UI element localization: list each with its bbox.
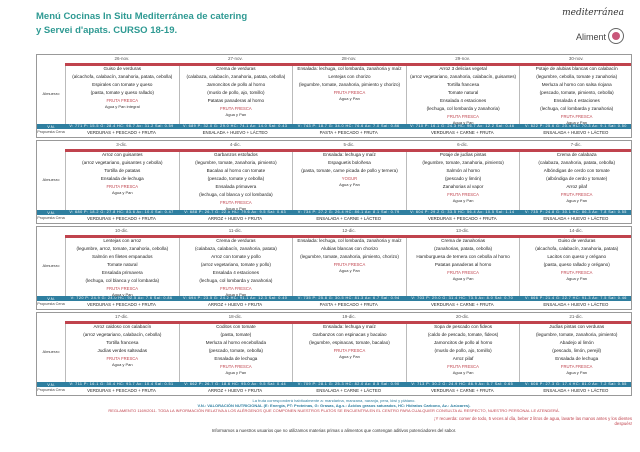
bread-water-label: Agua y Pan bbox=[225, 112, 247, 117]
day-menu bbox=[65, 238, 179, 296]
dessert-label: FRUTA FRESCA bbox=[447, 270, 479, 275]
nutrition-legend: V.N.: VALORACIÓN NUTRICIONAL (E: Energía, PT: Proteínas, G: Grasas, Ag.s.: Ácidos grasos saturados, HC: Hidratos Carbono, Az.: Azúcares). bbox=[197, 403, 471, 409]
dessert-label: FRUTA FRESCA bbox=[106, 356, 139, 361]
dish-line: Jamoncitos de pollo al horno bbox=[433, 340, 493, 345]
dessert-label: FRUTA FRESCA bbox=[106, 184, 139, 189]
dish-line: Abadejo al limón bbox=[559, 340, 594, 345]
reminder-note: ¡Y recuerda: comer de todo, 5 veces al día, beber 2 litros de agua, lavarte las manos antes y los dientes después! bbox=[434, 416, 632, 427]
week-block bbox=[36, 312, 632, 396]
nutrition-values: V: 666 P: 21.4 G: 22.7 HC: 91.3 Ac: 7.5 Sal: 0.46 bbox=[525, 296, 627, 300]
dish-line: Albóndigas de cerdo con tomate bbox=[543, 168, 610, 173]
day-menu bbox=[65, 152, 179, 210]
day-menu bbox=[519, 152, 633, 210]
fruit-note: La fruta corresponderá habitualmente a: mandarina, manzana, naranja, pera, kiwi y plátano. bbox=[252, 398, 416, 403]
bread-water-label: Agua y Pan bbox=[111, 362, 133, 367]
dish-line: Potaje de alubias blancas con calabacín bbox=[535, 66, 618, 71]
nutrition-values: V: 709 P: 28.1 G: 25.3 HC: 82.0 Ac: 8.5 Sal: 0.90 bbox=[297, 382, 400, 386]
dish-line: Salmón en filetes empanados bbox=[92, 254, 153, 259]
dinner-suggestion: ENSALADA + HUEVO + LÁCTEO bbox=[543, 388, 609, 393]
propuesta-cena-label: Propuesta Cena bbox=[37, 130, 65, 134]
dish-line: Crema de calabaza bbox=[556, 152, 597, 157]
nutrition-values: V: 735 P: 25.8 G: 30.5 HC: 81.3 Ac: 6.7 Sal: 0.94 bbox=[297, 296, 400, 300]
nutrition-values: V: 771 P: 15.5 G: 28.4 HC: 98.7 Ac: 31.2 Sal: 0.59 bbox=[69, 124, 174, 128]
dish-line: (pescado, tomate, pimiento, cebolla) bbox=[539, 90, 614, 95]
day-date: 13-dic. bbox=[455, 228, 470, 233]
dish-line: Ensalada de lechuga bbox=[555, 356, 599, 361]
dessert-label: FRUTA FRESCA bbox=[447, 114, 479, 119]
day-menu bbox=[179, 324, 293, 382]
nutrition-values: V: 720 P: 24.9 G: 24.0 HC: 92.5 Ac: 7.6 Sal: 0.86 bbox=[70, 296, 173, 300]
dish-line: (legumbre, arroz, tomate, zanahoria, cebolla) bbox=[76, 246, 169, 251]
dish-line: Tortilla francesa bbox=[106, 340, 139, 345]
dessert-label: FRUTA FRESCA bbox=[220, 286, 252, 291]
dessert-label: FRUTA FRESCA bbox=[560, 114, 593, 119]
dinner-row bbox=[65, 216, 631, 222]
dish-line: Crema de verduras bbox=[216, 238, 256, 243]
dessert-label: FRUTA FRESCA bbox=[447, 364, 479, 369]
dish-line: Garbanzos estofados bbox=[214, 152, 258, 157]
dinner-suggestion: ENSALADA + HUEVO + LÁCTEO bbox=[543, 302, 609, 307]
dish-line: (arroz vegetariano, zanahoria, calabacín, guisantes) bbox=[410, 74, 517, 79]
day-date: 21-dic. bbox=[569, 314, 583, 319]
day-menu bbox=[406, 152, 520, 210]
day-date: 6-dic. bbox=[457, 142, 469, 147]
day-date: 10-dic. bbox=[115, 228, 129, 233]
day-date: 29-nov. bbox=[455, 56, 470, 61]
dish-line: Alubias blancas con chorizo bbox=[321, 246, 378, 251]
dish-line: Arroz pilaf bbox=[566, 184, 588, 189]
bread-water-label: Agua y Pan bbox=[111, 190, 133, 195]
brand-word: Aliment bbox=[575, 32, 606, 42]
dish-line: Patatas panaderas al horno bbox=[434, 262, 492, 267]
dinner-suggestion: PASTA + PESCADO + FRUTA bbox=[319, 130, 378, 135]
dinner-suggestion: VERDURAS + PESCADO + FRUTA bbox=[427, 216, 497, 221]
dish-line: Hamburguesa de ternera con cebolla al horno bbox=[416, 254, 510, 259]
dinner-suggestion: VERDURAS + CARNE + FRUTA bbox=[430, 388, 494, 393]
day-menu bbox=[292, 324, 406, 382]
allergen-regulation: REGLAMENTO 1169/2011. TODA LA INFORMACIÓN RELATIVA A LOS ALÉRGENOS QUE COMPONEN NUESTROS PLATOS SE ENCUENTRA EN EL CENTRO PARA CUALQUIER CONSULTA AL RESPECTO, NUESTRO PERSONAL LE ATENDERÁ. bbox=[108, 408, 560, 414]
dish-line: Ensalada de lechuga bbox=[214, 356, 258, 361]
dish-line: (legumbre, tomate, zanahoria, pimiento) bbox=[535, 332, 618, 337]
day-date: 19-dic. bbox=[342, 314, 356, 319]
dish-line: (lechuga, col blanca y col lombarda) bbox=[85, 278, 160, 283]
nutrition-values: V: 703 P: 29.0 G: 31.4 HC: 73.5 Ac: 8.0 Sal: 0.70 bbox=[411, 296, 514, 300]
day-menu bbox=[292, 66, 406, 124]
bread-water-label: Agua y Pan bbox=[339, 96, 360, 101]
dinner-row bbox=[65, 302, 631, 308]
day-date: 26-nov. bbox=[114, 56, 130, 61]
nutrition-values: V: 711 P: 16.1 G: 30.4 HC: 93.7 Ac: 10.4 Sal: 0.51 bbox=[69, 382, 174, 386]
day-date: 12-dic. bbox=[342, 228, 356, 233]
bread-water-label: Agua y Pan bbox=[566, 276, 588, 281]
almuerzo-label: Almuerzo bbox=[42, 349, 60, 354]
day-menu bbox=[519, 324, 633, 382]
nutrition-values: V: 680 P: 18.2 G: 27.8 HC: 83.6 Ac: 10.0 Sal: 0.47 bbox=[69, 210, 174, 214]
day-menu bbox=[179, 238, 293, 296]
dish-line: (lechuga, col blanca y col lombarda) bbox=[199, 192, 273, 197]
dish-line: Ensalada: lechuga y maíz bbox=[323, 152, 376, 157]
dish-line: Ensalada primavera bbox=[215, 184, 257, 189]
day-menu bbox=[179, 152, 293, 210]
dinner-suggestion: VERDURAS + PESCADO + FRUTA bbox=[87, 388, 156, 393]
menu-title bbox=[36, 10, 247, 38]
dinner-suggestion: ENSALADA + CARNE + LÁCTEO bbox=[316, 388, 382, 393]
dish-line: (legumbre, tomate, zanahoria, pimiento) bbox=[195, 160, 277, 165]
bread-water-label: Agua y Pan bbox=[452, 120, 474, 125]
almuerzo-label: Almuerzo bbox=[42, 177, 60, 182]
day-date: 5-dic. bbox=[343, 142, 355, 147]
nutrition-row bbox=[65, 382, 631, 387]
dessert-label: FRUTA FRESCA bbox=[106, 286, 139, 291]
day-date: 27-nov. bbox=[228, 56, 243, 61]
nutrition-row bbox=[65, 210, 631, 215]
dish-line: Crema de zanahorias bbox=[441, 238, 486, 243]
day-menu bbox=[406, 324, 520, 382]
dinner-row bbox=[65, 130, 631, 136]
dish-line: (arroz vegetariano, guisantes y cebolla) bbox=[82, 160, 163, 165]
dish-line: Sopa de pescado con fideos bbox=[434, 324, 493, 329]
dinner-suggestion: VERDURAS + CARNE + FRUTA bbox=[430, 302, 494, 307]
dish-line: (legumbre, cebolla, tomate y zanahoria) bbox=[536, 74, 618, 79]
dish-line: Ensalada: lechuga, col lombarda, zanahoria y maíz bbox=[297, 238, 402, 243]
dish-line: (legumbre, tomate, zanahoria, pimiento) bbox=[422, 160, 504, 165]
dish-line: Guiso de verduras bbox=[557, 238, 596, 243]
dinner-suggestion: VERDURAS + PESCADO + FRUTA bbox=[87, 216, 156, 221]
dessert-label: FRUTA FRESCA bbox=[106, 98, 139, 103]
dish-line: Patatas panaderas al horno bbox=[207, 98, 265, 103]
dish-line: (calabaza, calabacín, zanahoria, patata) bbox=[195, 246, 277, 251]
dinner-suggestion: VERDURAS + CARNE + FRUTA bbox=[430, 130, 494, 135]
dish-line: (pescado, tomate y cebolla) bbox=[207, 176, 265, 181]
dish-line: (pescado, tomate, cebolla) bbox=[208, 348, 263, 353]
dish-line: (lechuga, col lombarda y zanahoria) bbox=[540, 106, 614, 111]
dish-line: Ensalada primavera bbox=[101, 270, 143, 275]
bread-water-label: Agua y Pan bbox=[452, 198, 474, 203]
dinner-suggestion: VERDURAS + PESCADO + FRUTA bbox=[87, 302, 156, 307]
dessert-label: YOGUR bbox=[341, 176, 358, 181]
dinner-suggestion: ARROZ + HUEVO + FRUTA bbox=[208, 216, 263, 221]
dish-line: (pasta, queso rallado y orégano) bbox=[543, 262, 610, 267]
dish-line: (alcachofa, calabacín, zanahoria, patata, cebolla) bbox=[72, 74, 173, 79]
dessert-label: FRUTA FRESCA bbox=[560, 270, 593, 275]
day-date: 28-nov. bbox=[341, 56, 357, 61]
title-line-2: y Servei d'apats. CURSO 18-19. bbox=[36, 25, 178, 36]
dish-line: (legumbre, tomate, zanahoria, pimiento y chorizo) bbox=[298, 82, 401, 87]
day-menu bbox=[179, 66, 293, 124]
dish-line: (lechuga, col lombarda y zanahoria) bbox=[426, 106, 500, 111]
dish-line: Arroz pilaf bbox=[452, 356, 474, 361]
nutrition-values: V: 713 P: 30.2 G: 24.9 HC: 86.9 Ac: 5.7 Sal: 0.65 bbox=[411, 382, 514, 386]
additives-info: Informamos a nuestros usuarios que no utilizamos materias primas o alimentos que contengan aditivos potenciadores del sabor. bbox=[211, 427, 457, 433]
dish-line: Judías verdes salteadas bbox=[97, 348, 148, 353]
dish-line: Garbanzos con espinacas y bacalao bbox=[312, 332, 387, 337]
bread-water-label: Agua y Pan bbox=[566, 370, 588, 375]
nutrition-values: V: 735 P: 24.8 G: 30.1 HC: 86.3 Ac: 7.8 Sal: 0.55 bbox=[525, 210, 627, 214]
dish-line: Espaguetis boloñesa bbox=[328, 160, 371, 165]
bread-water-label: Agua y Pan bbox=[339, 354, 360, 359]
almuerzo-label: Almuerzo bbox=[42, 263, 60, 268]
dessert-label: FRUTA FRESCA bbox=[447, 192, 479, 197]
dessert-label: FRUTA FRESCA bbox=[333, 348, 366, 353]
dish-line: (caldo de pescado, tomate, fideos) bbox=[427, 332, 499, 337]
dish-line: (lechuga, col lombarda y zanahoria) bbox=[199, 278, 273, 283]
title-line-1: Menú Cocinas In Situ Mediterránea de catering bbox=[36, 11, 248, 22]
dish-line: (arroz vegetariano, calabacín, cebolla) bbox=[83, 332, 162, 337]
dish-line: Ensalada 4 estaciones bbox=[212, 270, 259, 275]
dish-line: (calabaza, calabacín, zanahoria, patata, cebolla) bbox=[186, 74, 286, 79]
dish-line: Salmón al horno bbox=[446, 168, 480, 173]
nutrition-values: V: 689 P: 32.0 G: 29.0 HC: 74.1 Ac: 14.0 Sal: 0.43 bbox=[182, 124, 288, 128]
nutrition-values: V: 743 P: 18.7 G: 34.0 HC: 76.6 Ac: 7.0 Sal: 0.86 bbox=[297, 124, 400, 128]
bread-water-label: Agua y Pan bbox=[339, 182, 360, 187]
dish-line: (pescado y limón) bbox=[444, 176, 482, 181]
dish-line: Tortilla de patatas bbox=[104, 168, 141, 173]
dish-line: Ensalada: lechuga y maíz bbox=[323, 324, 376, 329]
dish-line: (pasta, tomate) bbox=[220, 332, 252, 337]
brand-logo bbox=[514, 8, 624, 48]
dessert-label: FRUTA FRESCA bbox=[333, 262, 366, 267]
nutrition-values: V: 694 P: 23.5 G: 24.2 HC: 91.1 Ac: 12.3 Sal: 0.40 bbox=[182, 296, 288, 300]
dish-line: (legumbre, tomate, zanahoria, pimiento, chorizo) bbox=[300, 254, 399, 259]
bread-water-label: Agua y Pan integral bbox=[104, 104, 140, 109]
nutrition-values: V: 688 P: 26.7 G: 22.0 HC: 79.6 Ac: 9.5 Sal: 0.63 bbox=[184, 210, 286, 214]
dish-line: Jamoncitos de pollo al horno bbox=[206, 82, 266, 87]
nutrition-values: V: 710 P: 16.1 G: 24.3 HC: 96.7 Ac: 12.2 Sal: 0.46 bbox=[410, 124, 515, 128]
day-menu bbox=[519, 66, 633, 124]
dish-line: Merluza al horno con salsa riojana bbox=[541, 82, 612, 87]
dish-line: Merluza al horno encebollada bbox=[205, 340, 267, 345]
bread-water-label: Agua y Pan bbox=[225, 292, 247, 297]
day-date: 3-dic. bbox=[116, 142, 128, 147]
dinner-suggestion: ENSALADA + HUEVO + LÁCTEO bbox=[202, 130, 268, 135]
day-date: 17-dic. bbox=[115, 314, 129, 319]
nutrition-values: V: 622 P: 25.6 G: 20.4 HC: 70.3 Ac: 9.1 Sal: 0.50 bbox=[525, 124, 627, 128]
vn-label: V.N. bbox=[37, 210, 65, 215]
dinner-row bbox=[65, 388, 631, 394]
dish-line: Ensalada de lechuga bbox=[100, 176, 144, 181]
dish-line: Arroz 3 delicias vegetal bbox=[439, 66, 487, 71]
bread-water-label: Agua y Pan bbox=[566, 198, 588, 203]
nutrition-values: V: 604 P: 29.2 G: 33.5 HC: 56.4 Ac: 10.5 Sal: 1.14 bbox=[410, 210, 515, 214]
day-date: 18-dic. bbox=[228, 314, 243, 319]
day-menu bbox=[292, 238, 406, 296]
dish-line: Espirales con tomate y queso bbox=[92, 82, 153, 87]
nutrition-values: V: 734 P: 27.2 G: 26.4 HC: 86.1 Ac: 8.1 Sal: 0.79 bbox=[297, 210, 400, 214]
bread-water-label: Agua y Pan bbox=[452, 370, 474, 375]
dish-line: Ensalada: lechuga, col lombarda, zanahoria y maíz bbox=[297, 66, 402, 71]
dish-line: Lacitos con queso y orégano bbox=[547, 254, 607, 259]
day-date: 20-dic. bbox=[455, 314, 470, 319]
dish-line: Bacalao al horno con tomate bbox=[206, 168, 266, 173]
dessert-label: FRUTA FRESCA bbox=[220, 364, 252, 369]
dish-line: Lentejas con arroz bbox=[103, 238, 142, 243]
bread-water-label: Agua y Pan bbox=[566, 120, 588, 125]
day-date: 14-dic. bbox=[569, 228, 583, 233]
week-block bbox=[36, 226, 632, 310]
dish-line: (muslo de pollo, ajo, tomillo) bbox=[207, 90, 265, 95]
dish-line: (calabaza, zanahoria, patata, cebolla) bbox=[538, 160, 615, 165]
bread-water-label: Agua y Pan bbox=[225, 370, 247, 375]
dessert-label: FRUTA FRESCA bbox=[333, 90, 366, 95]
day-menu bbox=[406, 66, 520, 124]
dish-line: Coditos con tomate bbox=[216, 324, 256, 329]
day-menu bbox=[65, 66, 179, 124]
dish-line: (pasta, tomate, carne picada de pollo y ternera) bbox=[301, 168, 398, 173]
dish-line: (pasta, tomate y queso rallado) bbox=[90, 90, 154, 95]
dish-line: Guiso de verduras bbox=[103, 66, 142, 71]
footer bbox=[36, 398, 632, 433]
dinner-suggestion: PASTA + PESCADO + FRUTA bbox=[319, 302, 378, 307]
dessert-label: FRUTA FRESCA bbox=[560, 192, 593, 197]
day-menu bbox=[519, 238, 633, 296]
dish-line: Arroz con guisantes bbox=[101, 152, 143, 157]
dish-line: Arroz con tomate y pollo bbox=[211, 254, 261, 259]
week-block bbox=[36, 54, 632, 138]
bread-water-label: Agua y Pan bbox=[452, 276, 474, 281]
almuerzo-label: Almuerzo bbox=[42, 91, 60, 96]
dinner-suggestion: VERDURAS + PESCADO + FRUTA bbox=[87, 130, 156, 135]
bread-water-label: Agua y Pan bbox=[225, 206, 247, 211]
dish-line: Tortilla francesa bbox=[447, 82, 480, 87]
nutrition-values: V: 662 P: 26.7 G: 18.6 HC: 95.0 Ac: 9.5 Sal: 0.44 bbox=[184, 382, 286, 386]
dish-line: Judías pintas con verduras bbox=[549, 324, 605, 329]
day-date: 7-dic. bbox=[570, 142, 582, 147]
day-date: 11-dic. bbox=[228, 228, 242, 233]
dinner-suggestion: ARROZ + HUEVO + FRUTA bbox=[208, 302, 263, 307]
propuesta-cena-label: Propuesta Cena bbox=[37, 216, 65, 220]
dish-line: Potaje de judías pintas bbox=[439, 152, 487, 157]
day-menu bbox=[406, 238, 520, 296]
day-menu bbox=[292, 152, 406, 210]
day-date: 4-dic. bbox=[229, 142, 241, 147]
dish-line: (legumbre, espinacas, tomate, bacalao) bbox=[309, 340, 390, 345]
dinner-suggestion: ENSALADA + HUEVO + LÁCTEO bbox=[543, 130, 609, 135]
dish-line: Zanahorias al vapor bbox=[442, 184, 484, 189]
vn-label: V.N. bbox=[37, 296, 65, 301]
vn-label: V.N. bbox=[37, 382, 65, 387]
dish-line: (pescado, limón, perejil) bbox=[552, 348, 602, 353]
dish-line: Ensalada 4 estaciones bbox=[439, 98, 487, 103]
dish-line: Ensalada 4 estaciones bbox=[553, 98, 600, 103]
dish-line: Tomate natural bbox=[447, 90, 479, 95]
dessert-label: FRUTA FRESCA bbox=[220, 200, 252, 205]
brand-script: mediterránea bbox=[562, 8, 624, 18]
brand-circle-icon bbox=[608, 28, 624, 44]
dinner-suggestion: ENSALADA + HUEVO + LÁCTEO bbox=[543, 216, 609, 221]
dessert-label: FRUTA FRESCA bbox=[220, 106, 252, 111]
dish-line: (muslo de pollo, ajo, tomillo) bbox=[434, 348, 492, 353]
day-date: 30-nov. bbox=[568, 56, 584, 61]
day-menu bbox=[65, 324, 179, 382]
propuesta-cena-label: Propuesta Cena bbox=[37, 388, 65, 392]
dinner-suggestion: ENSALADA + CARNE + LÁCTEO bbox=[316, 216, 382, 221]
dish-line: (alcachofa, calabacín, zanahoria, patata) bbox=[535, 246, 619, 251]
dessert-label: FRUTA FRESCA bbox=[560, 364, 593, 369]
vn-label: V.N. bbox=[37, 124, 65, 129]
bread-water-label: Agua y Pan bbox=[111, 292, 133, 297]
menu-grid bbox=[36, 54, 632, 396]
dish-line: Crema de verduras bbox=[216, 66, 256, 71]
nutrition-values: V: 608 P: 27.3 G: 17.4 HC: 81.0 Ac: 7.2 Sal: 0.55 bbox=[525, 382, 627, 386]
dish-line: (albóndiga de cerdo y tomate) bbox=[546, 176, 608, 181]
propuesta-cena-label: Propuesta Cena bbox=[37, 302, 65, 306]
dish-line: (zanahorias, patata, cebolla) bbox=[434, 246, 493, 251]
dish-line: Arroz caldoso con calabacín bbox=[93, 324, 152, 329]
dish-line: Tomate natural bbox=[107, 262, 138, 267]
dish-line: (arroz vegetariano, tomate y pollo) bbox=[200, 262, 271, 267]
dish-line: Lentejas con chorizo bbox=[328, 74, 371, 79]
week-block bbox=[36, 140, 632, 224]
bread-water-label: Agua y Pan bbox=[339, 268, 360, 273]
dinner-suggestion: ARROZ + HUEVO + FRUTA bbox=[208, 388, 263, 393]
